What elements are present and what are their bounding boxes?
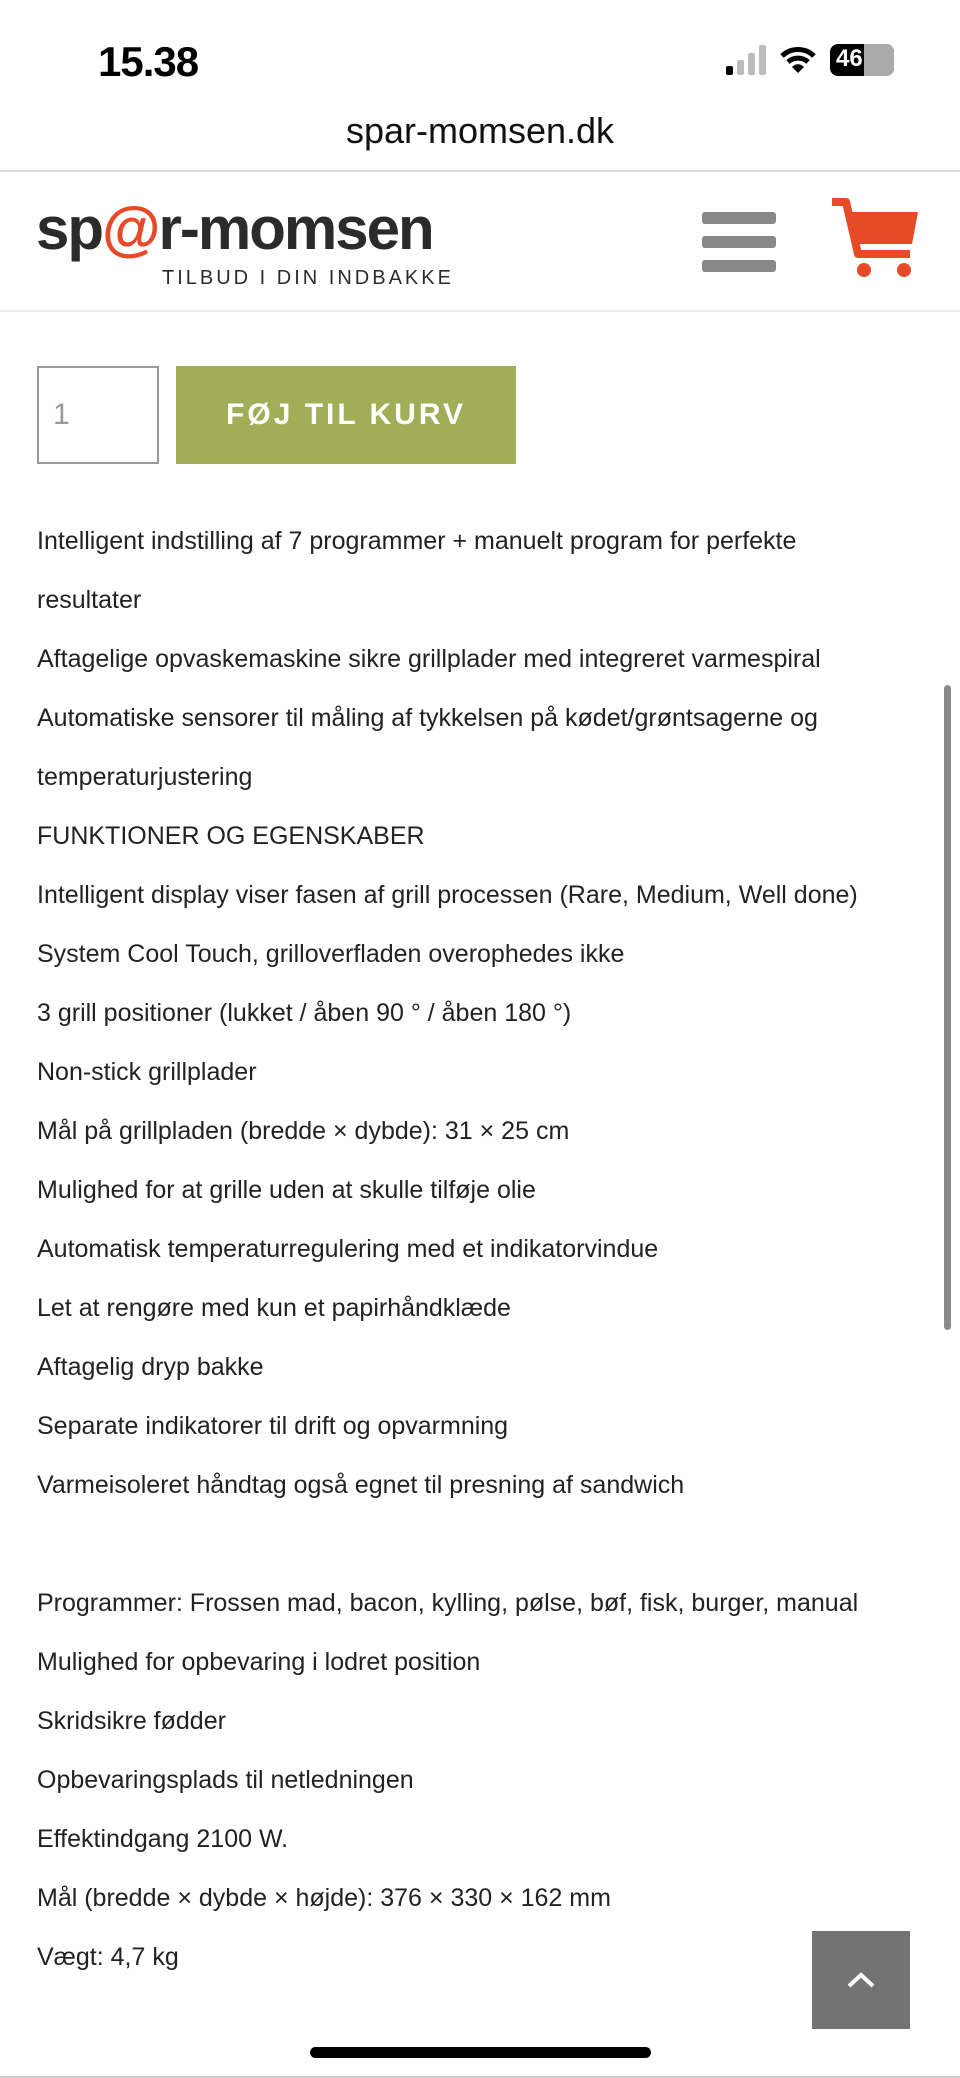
site-logo[interactable]: sp@r-momsen TILBUD I DIN INDBAKKE xyxy=(36,195,454,289)
wifi-icon xyxy=(780,46,816,74)
description-line: Aftagelig dryp bakke xyxy=(37,1353,264,1381)
description-line: Opbevaringsplads til netledningen xyxy=(37,1766,414,1794)
description-line: Separate indikatorer til drift og opvarmning xyxy=(37,1412,509,1440)
home-indicator xyxy=(310,2047,651,2058)
status-icons xyxy=(726,44,894,76)
description-line: Vægt: 4,7 kg xyxy=(37,1943,179,1971)
description-line: FUNKTIONER OG EGENSKABER xyxy=(37,822,425,850)
description-line: 3 grill positioner (lukket / åben 90 ° / åben 180 °) xyxy=(37,999,572,1027)
description-line: Intelligent indstilling af 7 programmer + manuelt program for perfekte xyxy=(37,527,797,555)
status-time: 15.38 xyxy=(98,38,199,85)
description-line: Mål (bredde × dybde × højde): 376 × 330 × 162 mm xyxy=(37,1884,611,1912)
description-line: resultater xyxy=(37,586,142,614)
description-line: Automatiske sensorer til måling af tykkelsen på kødet/grøntsagerne og xyxy=(37,704,818,732)
signal-icon xyxy=(726,45,766,75)
description-line: System Cool Touch, grilloverfladen overophedes ikke xyxy=(37,940,625,968)
add-to-cart-button[interactable]: FØJ TIL KURV xyxy=(176,366,516,464)
description-line: Let at rengøre med kun et papirhåndklæde xyxy=(37,1294,511,1322)
site-header xyxy=(0,172,960,312)
product-description xyxy=(37,512,937,1987)
description-line: Effektindgang 2100 W. xyxy=(37,1825,289,1853)
description-line: Intelligent display viser fasen af grill processen (Rare, Medium, Well done) xyxy=(37,881,858,909)
scrollbar[interactable] xyxy=(944,685,951,1330)
description-line: Automatisk temperaturregulering med et indikatorvindue xyxy=(37,1235,659,1263)
quantity-input[interactable]: 1 xyxy=(37,366,159,464)
description-line: Skridsikre fødder xyxy=(37,1707,226,1735)
description-line: Varmeisoleret håndtag også egnet til presning af sandwich xyxy=(37,1471,685,1499)
battery-icon: 46 xyxy=(830,44,894,76)
url-bar[interactable]: spar-momsen.dk xyxy=(345,110,615,151)
description-line: Aftagelige opvaskemaskine sikre grillplader med integreret varmespiral xyxy=(37,645,821,673)
description-line: temperaturjustering xyxy=(37,763,253,791)
description-line xyxy=(37,1515,937,1574)
scroll-to-top-button[interactable] xyxy=(812,1931,910,2029)
chevron-up-icon xyxy=(846,1971,876,1989)
cart-icon[interactable] xyxy=(830,196,922,280)
description-line: Mulighed for opbevaring i lodret position xyxy=(37,1648,481,1676)
description-line: Non-stick grillplader xyxy=(37,1058,257,1086)
description-line: Programmer: Frossen mad, bacon, kylling, pølse, bøf, fisk, burger, manual xyxy=(37,1589,859,1617)
description-line: Mulighed for at grille uden at skulle tilføje olie xyxy=(37,1176,536,1204)
menu-icon[interactable] xyxy=(702,212,776,272)
description-line: Mål på grillpladen (bredde × dybde): 31 × 25 cm xyxy=(37,1117,570,1145)
